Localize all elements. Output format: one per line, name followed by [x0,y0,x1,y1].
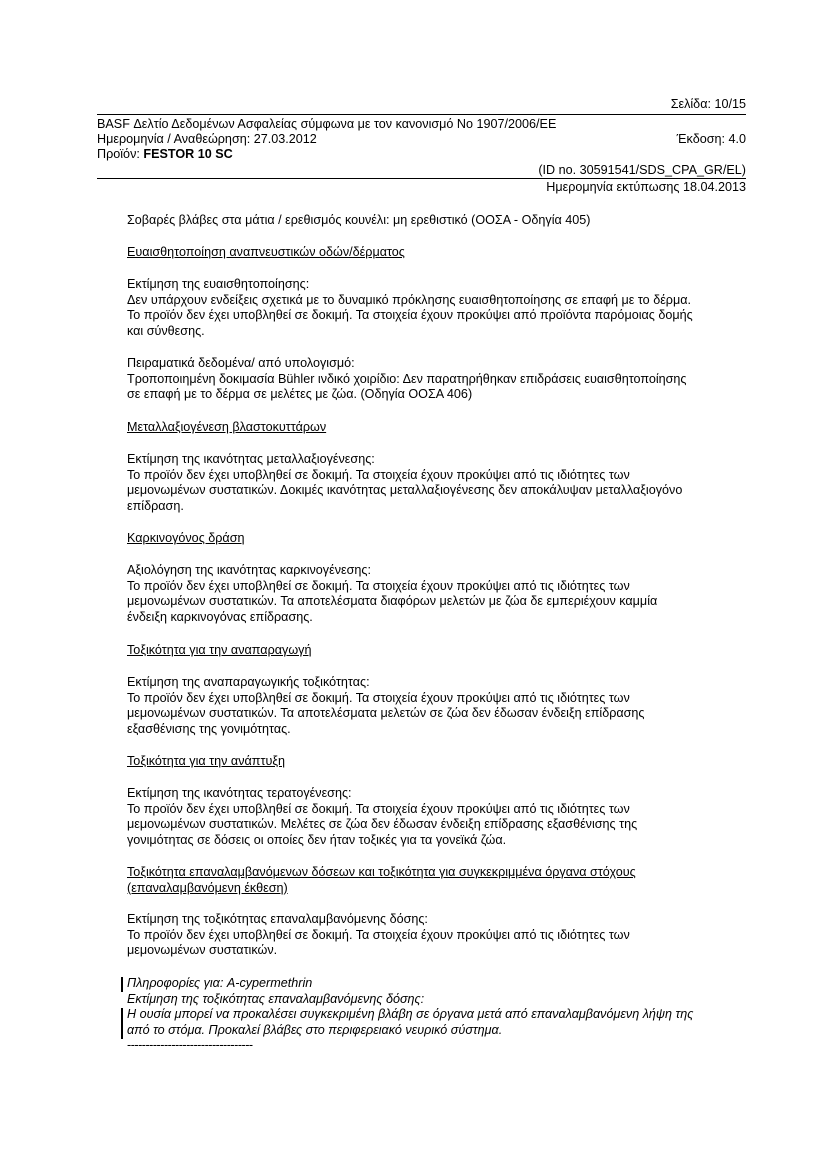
page-number: Σελίδα: 10/15 [670,97,746,111]
section-heading: (επαναλαμβανόμενη έκθεση) [127,880,288,895]
reproductive-toxicity-section [127,643,752,659]
sensitization-section [127,245,752,261]
developmental-toxicity-section [127,754,752,770]
section-heading: Καρκινογόνος δράση [127,531,245,545]
revision-date: Ημερομηνία / Αναθεώρηση: 27.03.2012 [97,132,317,146]
product-line [97,147,233,162]
reproductive-toxicity-assessment: Εκτίμηση της αναπαραγωγικής τοξικότητας: Το προϊόν δεν έχει υποβληθεί σε δοκιμή. Τα στοιχεία έχουν προκύψει από τις ιδιότητες των μεμονωμένων συστατικών. Τα αποτελέσματα μελετών σε ζώα δεν έδωσαν ένδειξη επίδρασης εξασθένισης της γονιμότητας. [127,675,645,736]
revision-bar [121,977,123,992]
revision-bar [121,1008,123,1039]
section-heading: Τοξικότητα επαναλαμβανόμενων δόσεων και τοξικότητα για συγκεκριμμένα όργανα στόχους [127,865,636,879]
experimental-data: Πειραματικά δεδομένα/ από υπολογισμό: Τροποποιημένη δοκιμασία Bühler ινδικό χοιρίδιο: Δεν παρατηρήθηκαν επιδράσεις ευαισθητοποίησης σε επαφή με το δέρμα σε μελέτες με ζώα. (Οδηγία ΟΟΣΑ 406) [127,356,687,401]
separator-line: ---------------------------------- [127,1038,253,1052]
document-title: BASF Δελτίο Δεδομένων Ασφαλείας σύμφωνα με τον κανονισμό Νο 1907/2006/ΕΕ [97,117,557,131]
sensitization-assessment: Εκτίμηση της ευαισθητοποίησης: Δεν υπάρχουν ενδείξεις σχετικά με το δυναμικό πρόκλησης ευαισθητοποίησης σε επαφή με το δέρμα. Το προϊόν δεν έχει υποβληθεί σε δοκιμή. Τα στοιχεία έχουν προκύψει από προϊόντα παρόμοιας δομής και σύνθεσης. [127,277,693,338]
section-heading: Τοξικότητα για την αναπαραγωγή [127,643,312,657]
repeated-dose-assessment: Εκτίμηση της τοξικότητας επαναλαμβανόμενης δόσης: Το προϊόν δεν έχει υποβληθεί σε δοκιμή. Τα στοιχεία έχουν προκύψει από τις ιδιότητες των μεμονωμένων συστατικών. [127,912,630,957]
mutagenicity-assessment: Εκτίμηση της ικανότητας μεταλλαξιογένεσης: Το προϊόν δεν έχει υποβληθεί σε δοκιμή. Τα στοιχεία έχουν προκύψει από τις ιδιότητες των μεμονωμένων συστατικών. Δοκιμές ικανότητας μεταλλαξιογένεσης δεν αποκάλυψαν μεταλλαξιογόνο επίδραση. [127,452,683,513]
header-top-rule [97,114,746,115]
carcinogenicity-assessment: Αξιολόγηση της ικανότητας καρκινογένεσης: Το προϊόν δεν έχει υποβληθεί σε δοκιμή. Τα στοιχεία έχουν προκύψει από τις ιδιότητες των μεμονωμένων συστατικών. Τα αποτελέσματα διαφόρων μελετών με ζώα δε εμπεριέχουν καμμία ένδειξη καρκινογόνας επίδρασης. [127,563,658,624]
section-heading: Τοξικότητα για την ανάπτυξη [127,754,285,768]
product-label: Προϊόν: [97,147,144,161]
product-name: FESTOR 10 SC [143,147,233,161]
header-bottom-rule [97,178,746,179]
print-date: Ημερομηνία εκτύπωσης 18.04.2013 [546,180,746,194]
repeated-dose-section [127,865,752,896]
section-heading: Μεταλλαξιογένεση βλαστοκυττάρων [127,420,327,434]
eye-irritation-text: Σοβαρές βλάβες στα μάτια / ερεθισμός κουνέλι: μη ερεθιστικό (ΟΟΣΑ - Οδηγία 405) [127,213,591,227]
section-heading: Ευαισθητοποίηση αναπνευστικών οδών/δέρματος [127,245,405,259]
mutagenicity-section [127,420,752,436]
substance-info-block: Πληροφορίες για: A-cypermethrin Εκτίμηση της τοξικότητας επαναλαμβανόμενης δόσης: Η ουσία μπορεί να προκαλέσει συγκεκριμένη βλάβη σε όργανα μετά από επαναλαμβανόμενη λήψη της από το στόμα. Προκαλεί βλάβες στο περιφερειακό νευρικό σύστημα. [127,976,694,1037]
document-id: (ID no. 30591541/SDS_CPA_GR/EL) [538,163,746,177]
version-label: Έκδοση: 4.0 [676,132,746,146]
carcinogenicity-section [127,531,752,547]
developmental-toxicity-assessment: Εκτίμηση της ικανότητας τερατογένεσης: Το προϊόν δεν έχει υποβληθεί σε δοκιμή. Τα στοιχεία έχουν προκύψει από τις ιδιότητες των μεμονωμένων συστατικών. Μελέτες σε ζώα δεν έδωσαν ένδειξη επίδρασης εξασθένισης της γονιμότητας σε δόσεις οι οποίες δεν ήταν τοξικές για τα γονεϊκά ζώα. [127,786,638,847]
